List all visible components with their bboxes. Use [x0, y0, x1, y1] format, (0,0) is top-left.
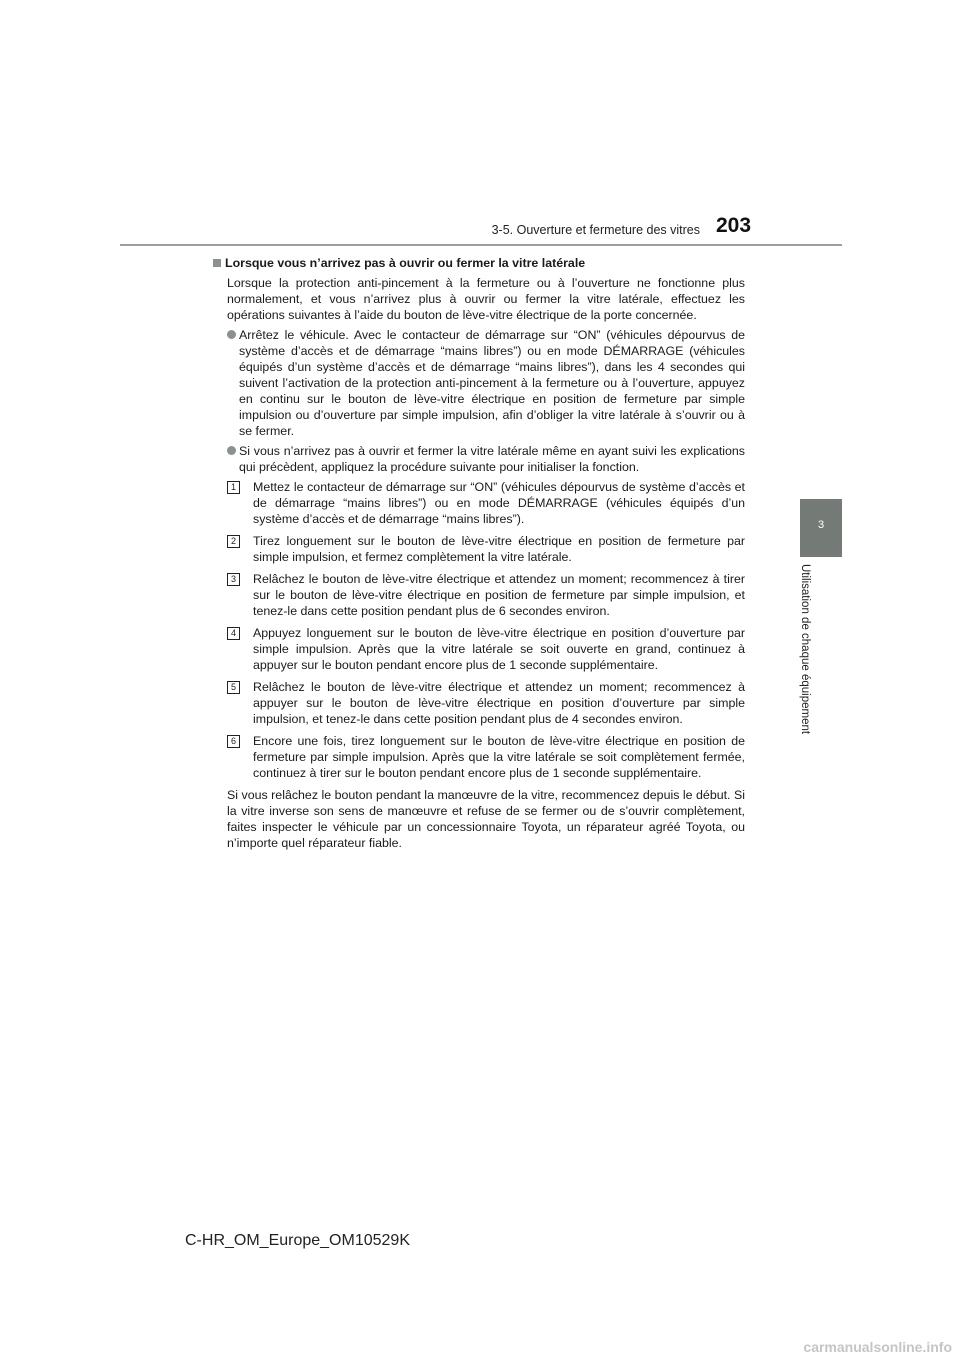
- chapter-tab: [800, 499, 842, 557]
- section-title: 3-5. Ouverture et fermeture des vitres: [491, 223, 700, 237]
- step-text: Encore une fois, tirez longuement sur le bouton de lève-vitre électrique en position de fermeture par simple impulsion. Après que la vitre latérale se soit complètement fermée, continuez à tirer sur le bouton pendant encore plus de 1 seconde supplémentaire.: [253, 734, 745, 780]
- round-bullet-icon: [227, 330, 236, 339]
- page-header: [0, 0, 960, 250]
- step-number-badge: 3: [227, 573, 240, 586]
- round-bullet-icon: [227, 446, 236, 455]
- step-text: Relâchez le bouton de lève-vitre électrique et attendez un moment; recommencez à tirer sur le bouton de lève-vitre électrique en position de fermeture par simple impulsion, et tenez-le dans cette position pendant plus de 6 secondes environ.: [253, 572, 745, 618]
- intro-paragraph: Lorsque la protection anti-pincement à la fermeture ou à l’ouverture ne fonctionne plus normalement, et vous n’arrivez plus à ouvrir ou fermer la vitre latérale, effectuez les opérations suivantes à l’aide du bouton de lève-vitre électrique de la porte concernée.: [227, 276, 745, 322]
- step-number-badge: 6: [227, 735, 240, 748]
- step-text: Tirez longuement sur le bouton de lève-vitre électrique en position de fermeture par simple impulsion, et fermez complètement la vitre latérale.: [253, 534, 745, 564]
- bullet-text: Si vous n’arrivez pas à ouvrir et fermer la vitre latérale même en ayant suivi les explications qui précèdent, appliquez la procédure suivante pour initialiser la fonction.: [239, 444, 745, 474]
- step-number-badge: 4: [227, 627, 240, 640]
- step-number-badge: 2: [227, 535, 240, 548]
- bullet-item: [227, 327, 745, 439]
- step-number-badge: 1: [227, 481, 240, 494]
- step-item: [230, 625, 745, 673]
- step-text: Appuyez longuement sur le bouton de lève-vitre électrique en position d’ouverture par simple impulsion. Après que la vitre latérale se soit ouverte en grand, continuez à appuyer sur le bouton pendant encore plus de 1 seconde supplémentaire.: [253, 626, 745, 672]
- page-number: 203: [716, 214, 752, 237]
- bullet-item: [227, 443, 745, 475]
- step-item: [230, 679, 745, 727]
- chapter-label-container: [799, 564, 819, 764]
- chapter-number: 3: [817, 519, 825, 531]
- bullet-text: Arrêtez le véhicule. Avec le contacteur de démarrage sur “ON” (véhicules dépourvus de système d’accès et de démarrage “mains libres”) ou en mode DÉMARRAGE (véhicules équipés d’un système d’accès et de démarrage “mains libres”), dans les 4 secondes qui suivent l’activation de la protection anti-pincement à la fermeture ou à l’ouverture, appuyez en continu sur le bouton de lève-vitre électrique en position de fermeture par simple impulsion ou d’ouverture par simple impulsion, afin d’obliger la vitre latérale à s’ouvrir ou à se fermer.: [239, 328, 745, 438]
- step-item: [230, 479, 745, 527]
- step-item: [230, 571, 745, 619]
- step-text: Mettez le contacteur de démarrage sur “ON” (véhicules dépourvus de système d’accès et de démarrage “mains libres”) ou en mode DÉMARRAGE (véhicules équipés d’un système d’accès et de démarrage “mains libres”).: [253, 480, 745, 526]
- square-bullet-icon: [213, 259, 221, 267]
- document-code: C-HR_OM_Europe_OM10529K: [185, 1232, 410, 1249]
- step-text: Relâchez le bouton de lève-vitre électrique et attendez un moment; recommencez à appuyer sur le bouton de lève-vitre électrique en position d’ouverture par simple impulsion, et tenez-le dans cette position pendant plus de 4 secondes environ.: [253, 680, 745, 726]
- closing-paragraph: Si vous relâchez le bouton pendant la manœuvre de la vitre, recommencez depuis le début. Si la vitre inverse son sens de manœuvre et refuse de se fermer ou de s’ouvrir complètement, faites inspecter le véhicule par un concessionnaire Toyota, un réparateur agréé Toyota, ou n’importe quel réparateur fiable.: [227, 788, 745, 850]
- chapter-label: Utilisation de chaque équipement: [799, 564, 811, 735]
- step-number-badge: 5: [227, 681, 240, 694]
- header-divider: [120, 244, 842, 246]
- section-heading-text: Lorsque vous n’arrivez pas à ouvrir ou fermer la vitre latérale: [225, 256, 586, 270]
- step-item: [230, 733, 745, 781]
- watermark: carmanualsonline.info: [803, 1339, 952, 1355]
- section-heading: [213, 255, 745, 271]
- main-content: [213, 255, 745, 855]
- step-item: [230, 533, 745, 565]
